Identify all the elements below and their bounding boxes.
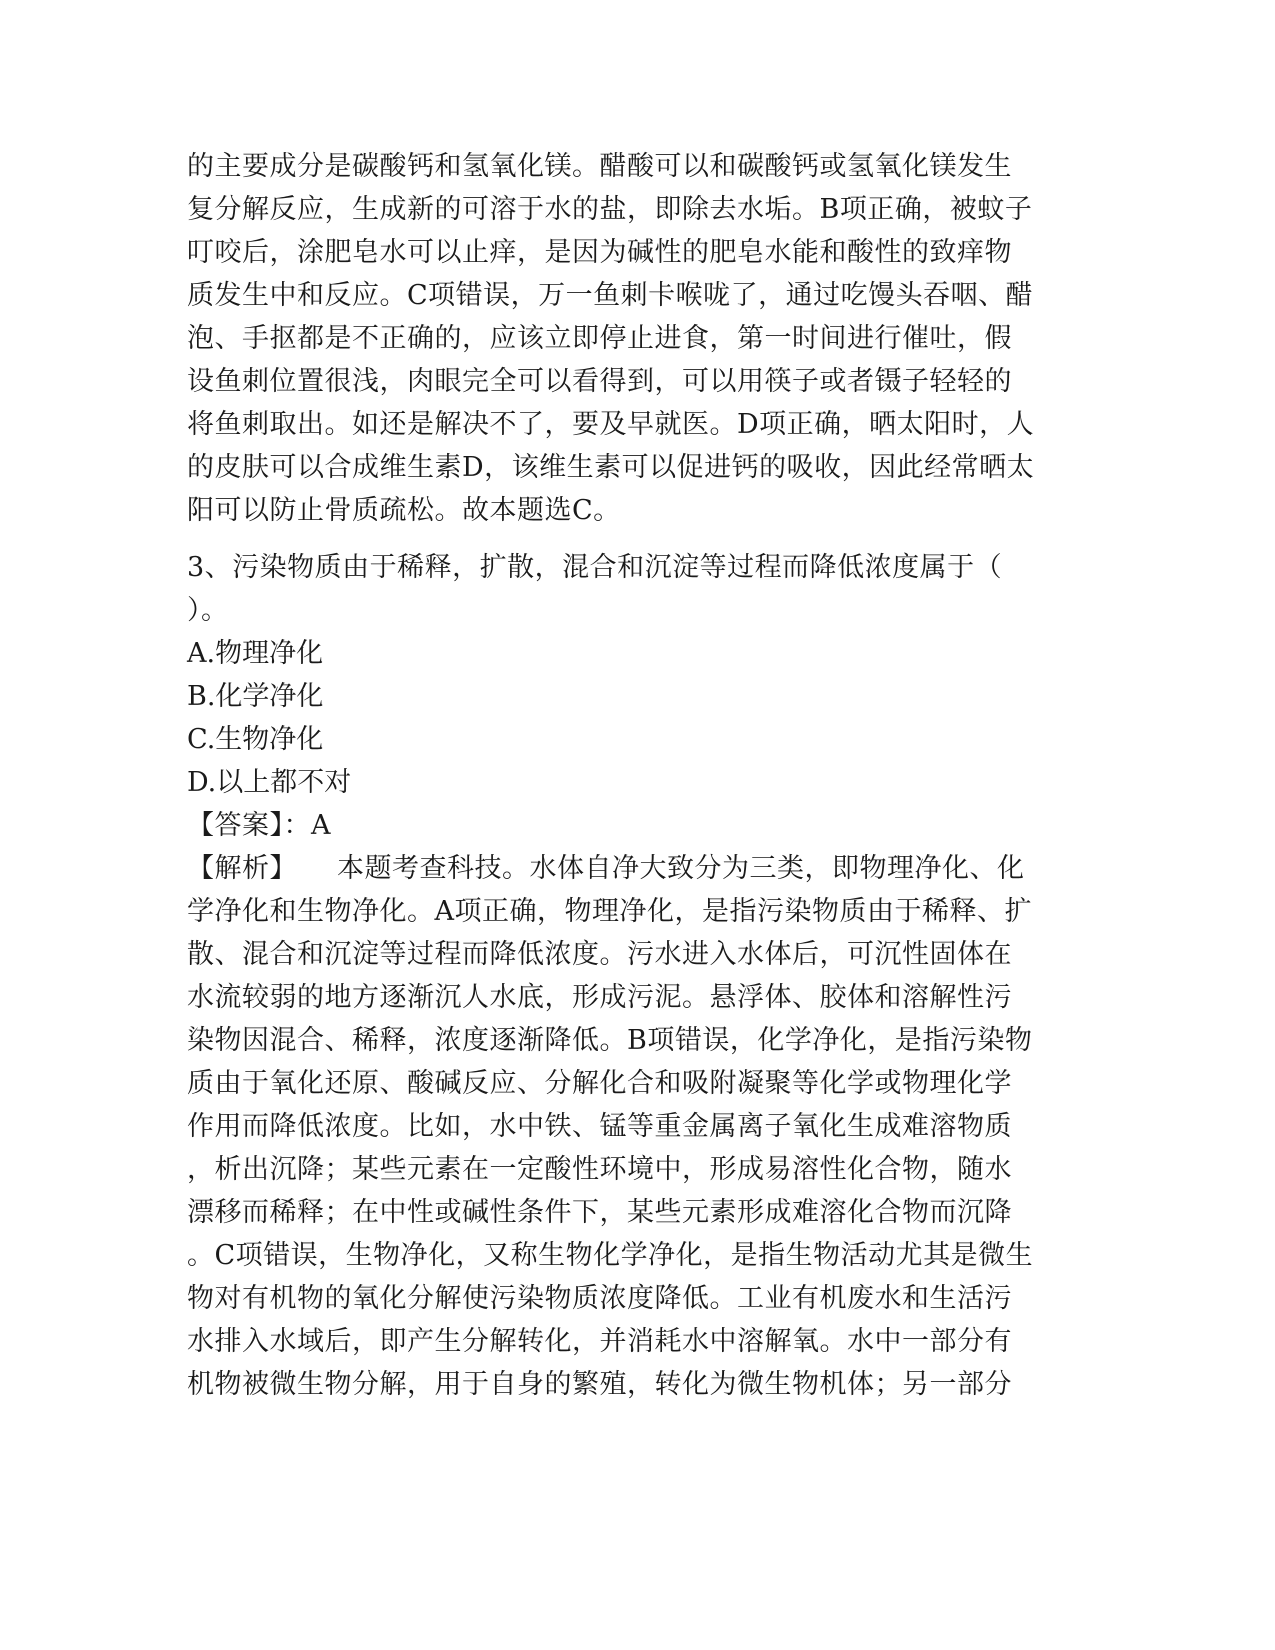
option-d: D.以上都不对 bbox=[187, 767, 352, 798]
text-line: 设鱼刺位置很浅，肉眼完全可以看得到，可以用筷子或者镊子轻轻的 bbox=[187, 366, 1012, 397]
document-page bbox=[187, 145, 1085, 1406]
text-line: 泡、手抠都是不正确的，应该立即停止进食，第一时间进行催吐，假 bbox=[187, 323, 1012, 354]
answer-value: A bbox=[311, 810, 331, 841]
analysis-text: 本题考查科技。水体自净大致分为三类，即物理净化、化 bbox=[337, 853, 1025, 884]
analysis-line: 作用而降低浓度。比如，水中铁、锰等重金属离子氧化生成难溶物质 bbox=[187, 1111, 1012, 1142]
question-stem-line: ）。 bbox=[187, 595, 229, 626]
analysis-line: 水流较弱的地方逐渐沉人水底，形成污泥。悬浮体、胶体和溶解性污 bbox=[187, 982, 1012, 1013]
text-line: 的主要成分是碳酸钙和氢氧化镁。醋酸可以和碳酸钙或氢氧化镁发生 bbox=[187, 151, 1012, 182]
analysis-line: 染物因混合、稀释，浓度逐渐降低。B项错误，化学净化，是指污染物 bbox=[187, 1025, 1033, 1056]
text-line: 质发生中和反应。C项错误，万一鱼刺卡喉咙了，通过吃馒头吞咽、醋 bbox=[187, 280, 1034, 311]
answer-line bbox=[187, 804, 1085, 847]
text-line: 将鱼刺取出。如还是解决不了，要及早就医。D项正确，晒太阳时，人 bbox=[187, 409, 1035, 440]
analysis-line: 漂移而稀释；在中性或碱性条件下，某些元素形成难溶化合物而沉降 bbox=[187, 1197, 1012, 1228]
option-c: C.生物净化 bbox=[187, 724, 324, 755]
text-line: 的皮肤可以合成维生素D，该维生素可以促进钙的吸收，因此经常晒太 bbox=[187, 452, 1035, 483]
question-stem-line: 3、污染物质由于稀释，扩散，混合和沉淀等过程而降低浓度属于（ bbox=[187, 552, 1003, 583]
analysis-line: 机物被微生物分解，用于自身的繁殖，转化为微生物机体；另一部分 bbox=[187, 1369, 1012, 1400]
spacer bbox=[187, 532, 1085, 546]
option-b: B.化学净化 bbox=[187, 681, 324, 712]
question-block bbox=[187, 546, 1085, 1406]
analysis-line: 质由于氧化还原、酸碱反应、分解化合和吸附凝聚等化学或物理化学 bbox=[187, 1068, 1012, 1099]
text-line: 阳可以防止骨质疏松。故本题选C。 bbox=[187, 495, 621, 526]
analysis-line: 水排入水域后，即产生分解转化，并消耗水中溶解氧。水中一部分有 bbox=[187, 1326, 1012, 1357]
analysis-line: 学净化和生物净化。A项正确，物理净化，是指污染物质由于稀释、扩 bbox=[187, 896, 1032, 927]
previous-explanation bbox=[187, 145, 1085, 532]
text-line: 复分解反应，生成新的可溶于水的盐，即除去水垢。B项正确，被蚊子 bbox=[187, 194, 1033, 225]
text-line: 叮咬后，涂肥皂水可以止痒，是因为碱性的肥皂水能和酸性的致痒物 bbox=[187, 237, 1012, 268]
answer-label: 【答案】： bbox=[187, 810, 311, 841]
analysis-line: ，析出沉降；某些元素在一定酸性环境中，形成易溶性化合物，随水 bbox=[187, 1154, 1012, 1185]
analysis-first-line bbox=[187, 847, 1085, 890]
analysis-label: 【解析】 bbox=[187, 853, 297, 884]
analysis-line: 。C项错误，生物净化，又称生物化学净化，是指生物活动尤其是微生 bbox=[187, 1240, 1034, 1271]
option-a: A.物理净化 bbox=[187, 638, 324, 669]
analysis-line: 散、混合和沉淀等过程而降低浓度。污水进入水体后，可沉性固体在 bbox=[187, 939, 1012, 970]
analysis-line: 物对有机物的氧化分解使污染物质浓度降低。工业有机废水和生活污 bbox=[187, 1283, 1012, 1314]
